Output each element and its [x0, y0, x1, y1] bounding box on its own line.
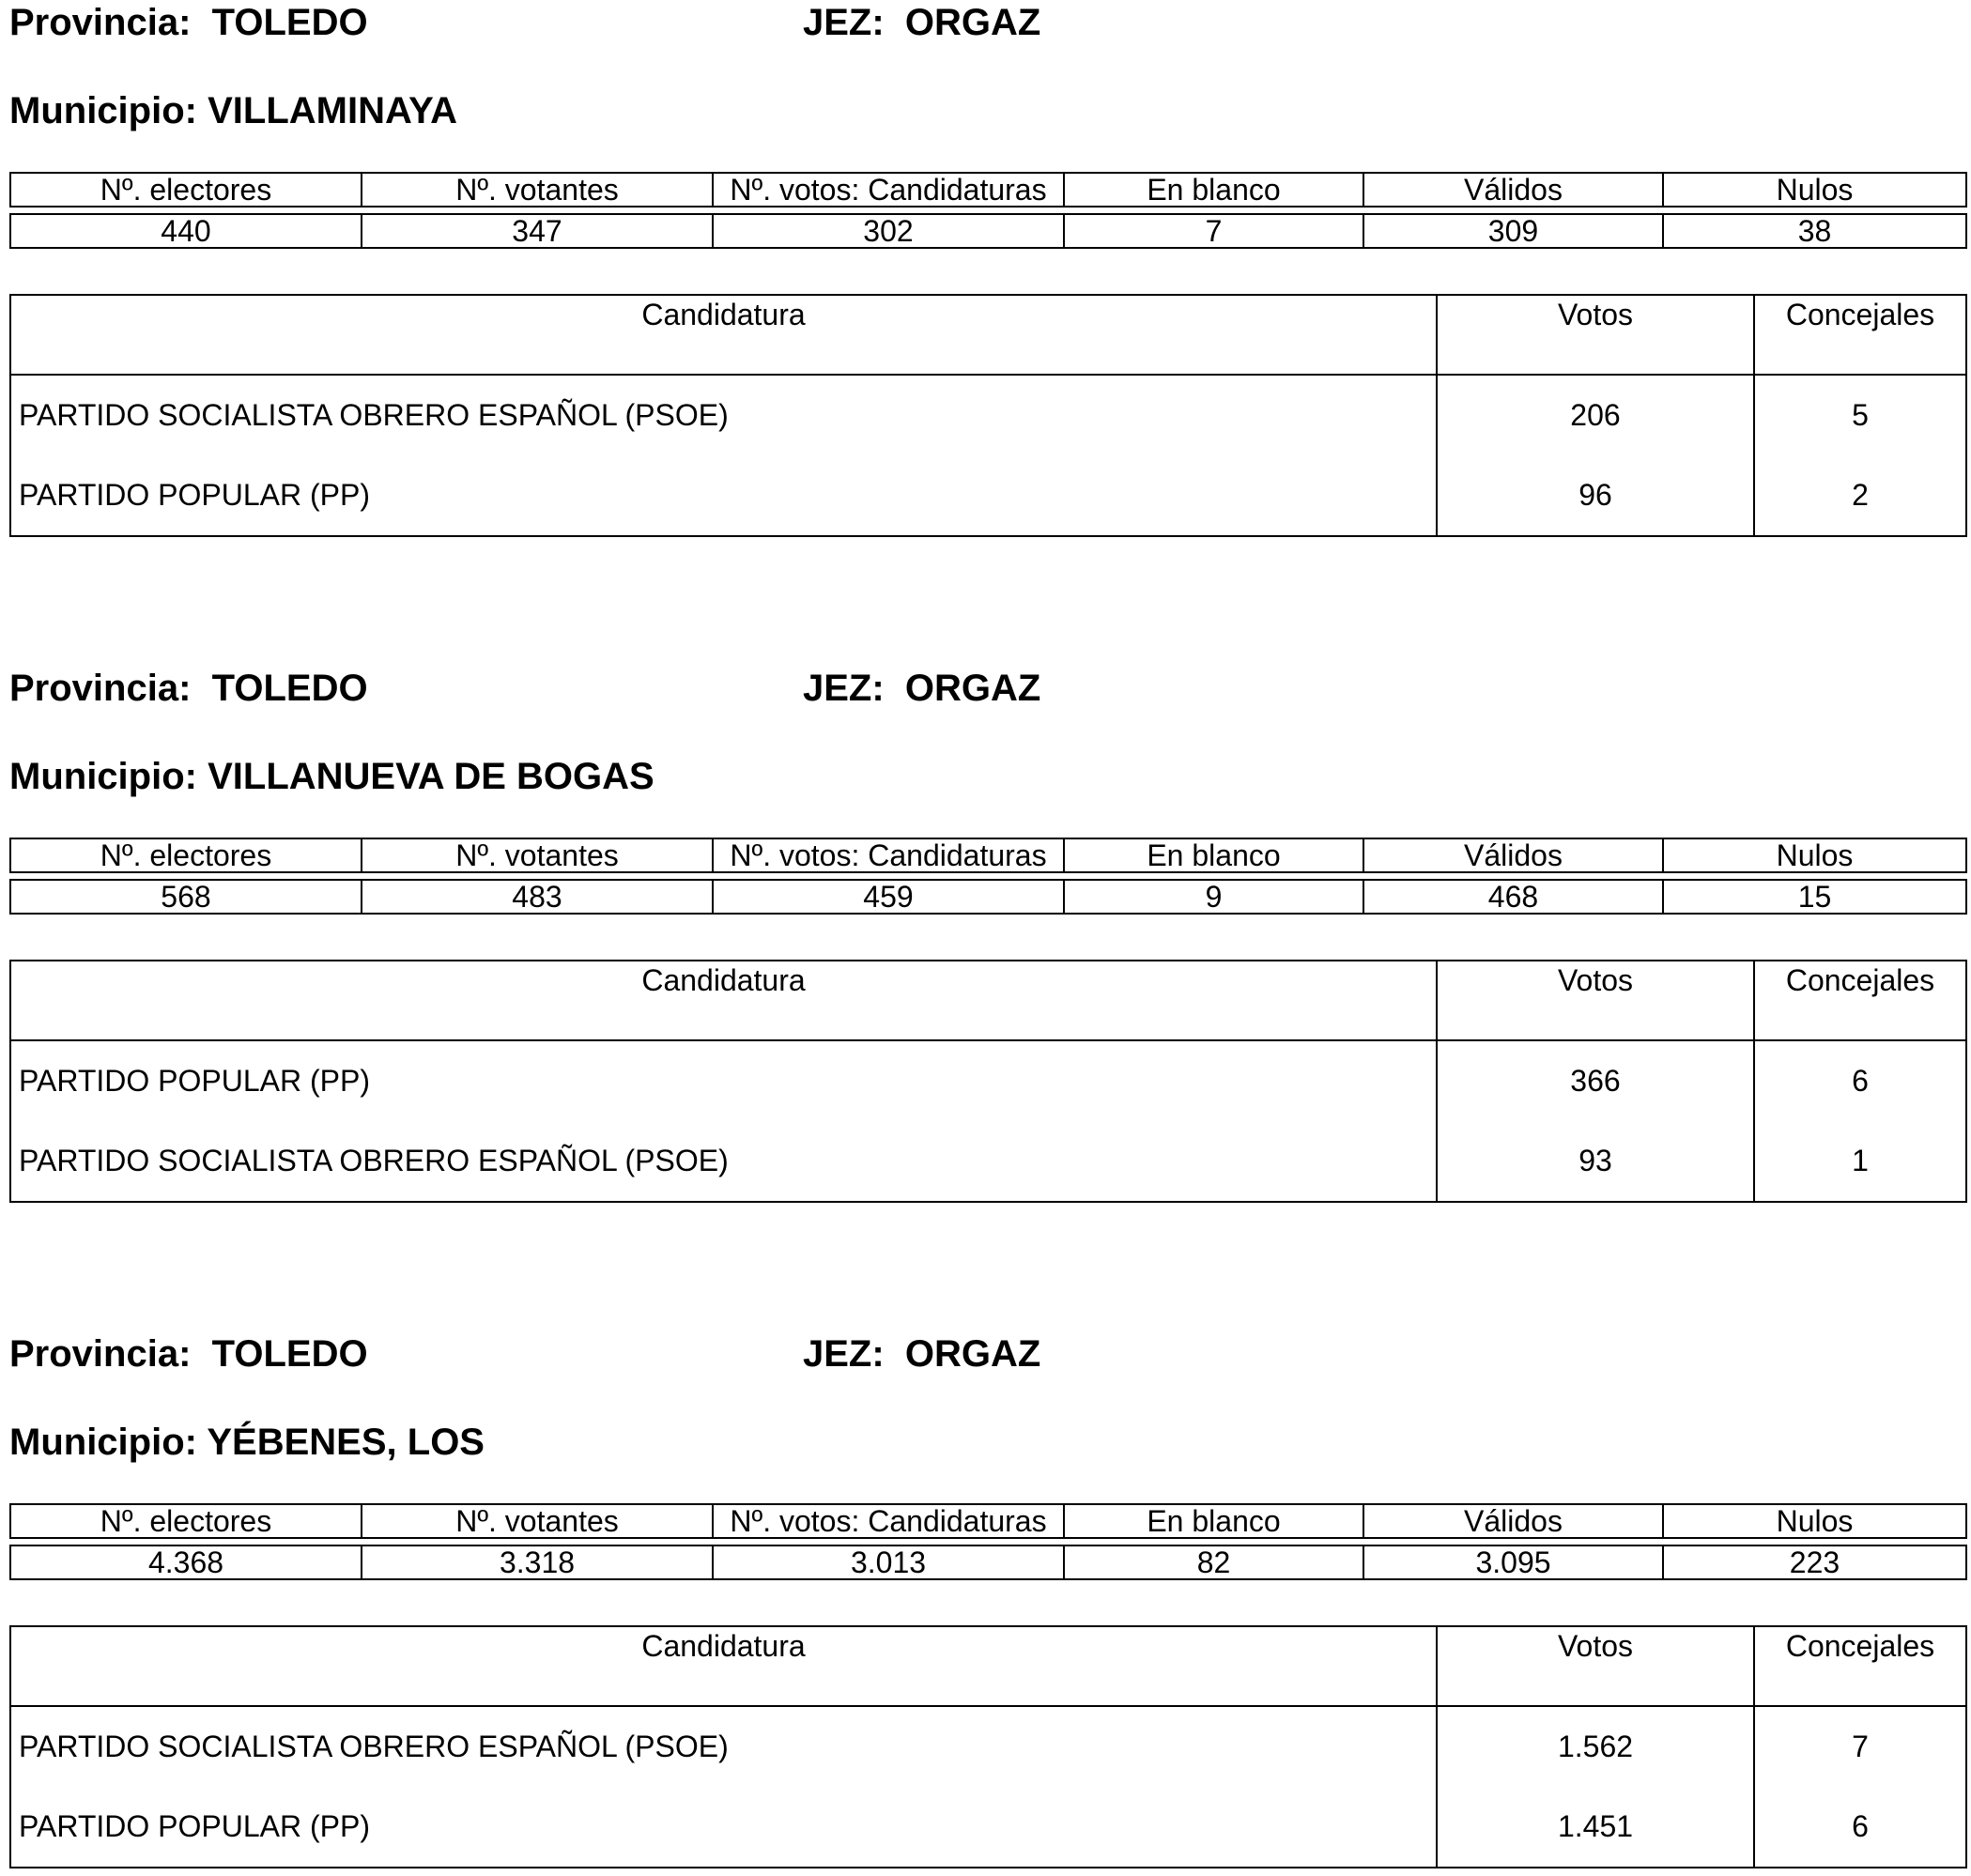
- stats-value-votantes: 347: [362, 214, 713, 248]
- results-header-row: [10, 295, 1966, 375]
- stats-value-votos-candidaturas: 459: [713, 880, 1064, 914]
- provincia-value: TOLEDO: [211, 2, 368, 43]
- provincia-value: TOLEDO: [211, 668, 368, 709]
- results-header-concejales: Concejales: [1754, 295, 1966, 375]
- jez-line: [803, 1331, 1040, 1376]
- jez-label: JEZ:: [803, 2, 885, 43]
- jez-value: ORGAZ: [904, 1333, 1041, 1375]
- stats-header-row: [10, 838, 1966, 872]
- party-votos: 1.562: [1437, 1706, 1754, 1787]
- party-votos: 1.451: [1437, 1787, 1754, 1868]
- provincia-line: [9, 1331, 368, 1376]
- municipio-block: [0, 1331, 1971, 1876]
- stats-value-en-blanco: 82: [1064, 1545, 1363, 1579]
- results-header-votos: Votos: [1437, 1626, 1754, 1706]
- stats-value-row: [10, 214, 1966, 248]
- results-header-candidatura: Candidatura: [10, 1626, 1437, 1706]
- stats-header-nulos: Nulos: [1663, 1504, 1966, 1538]
- stats-value-en-blanco: 7: [1064, 214, 1363, 248]
- jez-line: [803, 0, 1040, 45]
- party-concejales: 6: [1754, 1787, 1966, 1868]
- results-table: [9, 960, 1967, 1203]
- party-name: PARTIDO SOCIALISTA OBRERO ESPAÑOL (PSOE): [19, 1144, 729, 1177]
- results-header-candidatura: Candidatura: [10, 961, 1437, 1040]
- municipio-label: Municipio:: [9, 1422, 197, 1463]
- stats-value-validos: 3.095: [1363, 1545, 1663, 1579]
- municipio-block: [0, 666, 1971, 1210]
- stats-header-votantes: Nº. votantes: [362, 1504, 713, 1538]
- results-table: [9, 1625, 1967, 1868]
- stats-header-nulos: Nulos: [1663, 173, 1966, 207]
- stats-header-row: [10, 1504, 1966, 1538]
- municipio-line: [9, 1420, 485, 1465]
- stats-value-nulos: 15: [1663, 880, 1966, 914]
- stats-value-electores: 440: [10, 214, 362, 248]
- stats-value-votantes: 483: [362, 880, 713, 914]
- stats-value-votos-candidaturas: 302: [713, 214, 1064, 248]
- stats-value-votos-candidaturas: 3.013: [713, 1545, 1064, 1579]
- stats-value-nulos: 38: [1663, 214, 1966, 248]
- stats-header-votos-candidaturas: Nº. votos: Candidaturas: [713, 1504, 1064, 1538]
- jez-label: JEZ:: [803, 1333, 885, 1375]
- party-concejales: 6: [1754, 1040, 1966, 1121]
- stats-value-en-blanco: 9: [1064, 880, 1363, 914]
- stats-header-validos: Válidos: [1363, 1504, 1663, 1538]
- stats-table: [9, 1503, 1967, 1580]
- stats-header-votantes: Nº. votantes: [362, 173, 713, 207]
- party-name: PARTIDO POPULAR (PP): [19, 1064, 370, 1098]
- results-row: [10, 375, 1966, 455]
- stats-header-row: [10, 173, 1966, 207]
- party-name: PARTIDO SOCIALISTA OBRERO ESPAÑOL (PSOE): [19, 398, 729, 432]
- jez-line: [803, 666, 1040, 711]
- stats-header-electores: Nº. electores: [10, 173, 362, 207]
- party-name: PARTIDO POPULAR (PP): [19, 478, 370, 512]
- municipio-label: Municipio:: [9, 756, 197, 797]
- party-name: PARTIDO SOCIALISTA OBRERO ESPAÑOL (PSOE): [19, 1730, 729, 1763]
- municipio-line: [9, 88, 457, 133]
- stats-value-validos: 468: [1363, 880, 1663, 914]
- results-row: [10, 1040, 1966, 1121]
- jez-label: JEZ:: [803, 668, 885, 709]
- municipio-line: [9, 754, 654, 799]
- stats-value-row: [10, 880, 1966, 914]
- results-header-votos: Votos: [1437, 961, 1754, 1040]
- stats-value-validos: 309: [1363, 214, 1663, 248]
- party-votos: 206: [1437, 375, 1754, 455]
- municipio-value: VILLAMINAYA: [208, 90, 458, 131]
- municipio-label: Municipio:: [9, 90, 197, 131]
- stats-header-electores: Nº. electores: [10, 1504, 362, 1538]
- results-row: [10, 1121, 1966, 1202]
- results-header-concejales: Concejales: [1754, 961, 1966, 1040]
- stats-value-row: [10, 1545, 1966, 1579]
- municipio-block: [0, 0, 1971, 545]
- party-votos: 96: [1437, 455, 1754, 536]
- provincia-label: Provincia:: [9, 1333, 192, 1375]
- jez-value: ORGAZ: [904, 2, 1041, 43]
- stats-header-votos-candidaturas: Nº. votos: Candidaturas: [713, 838, 1064, 872]
- party-concejales: 7: [1754, 1706, 1966, 1787]
- results-row: [10, 1706, 1966, 1787]
- results-header-votos: Votos: [1437, 295, 1754, 375]
- stats-value-votantes: 3.318: [362, 1545, 713, 1579]
- results-header-candidatura: Candidatura: [10, 295, 1437, 375]
- municipio-value: VILLANUEVA DE BOGAS: [208, 756, 654, 797]
- results-header-row: [10, 1626, 1966, 1706]
- provincia-label: Provincia:: [9, 2, 192, 43]
- jez-value: ORGAZ: [904, 668, 1041, 709]
- municipio-value: YÉBENES, LOS: [207, 1422, 485, 1463]
- party-concejales: 5: [1754, 375, 1966, 455]
- stats-header-validos: Válidos: [1363, 838, 1663, 872]
- stats-header-votantes: Nº. votantes: [362, 838, 713, 872]
- stats-value-nulos: 223: [1663, 1545, 1966, 1579]
- stats-header-validos: Válidos: [1363, 173, 1663, 207]
- results-table: [9, 294, 1967, 537]
- stats-value-electores: 568: [10, 880, 362, 914]
- stats-table: [9, 838, 1967, 915]
- stats-value-electores: 4.368: [10, 1545, 362, 1579]
- stats-header-en-blanco: En blanco: [1064, 173, 1363, 207]
- results-header-concejales: Concejales: [1754, 1626, 1966, 1706]
- provincia-label: Provincia:: [9, 668, 192, 709]
- party-concejales: 1: [1754, 1121, 1966, 1202]
- results-row: [10, 455, 1966, 536]
- stats-header-electores: Nº. electores: [10, 838, 362, 872]
- provincia-value: TOLEDO: [211, 1333, 368, 1375]
- stats-header-votos-candidaturas: Nº. votos: Candidaturas: [713, 173, 1064, 207]
- provincia-line: [9, 666, 368, 711]
- party-votos: 366: [1437, 1040, 1754, 1121]
- stats-table: [9, 172, 1967, 249]
- party-concejales: 2: [1754, 455, 1966, 536]
- results-row: [10, 1787, 1966, 1868]
- party-votos: 93: [1437, 1121, 1754, 1202]
- stats-header-en-blanco: En blanco: [1064, 838, 1363, 872]
- results-header-row: [10, 961, 1966, 1040]
- provincia-line: [9, 0, 368, 45]
- stats-header-nulos: Nulos: [1663, 838, 1966, 872]
- party-name: PARTIDO POPULAR (PP): [19, 1809, 370, 1843]
- stats-header-en-blanco: En blanco: [1064, 1504, 1363, 1538]
